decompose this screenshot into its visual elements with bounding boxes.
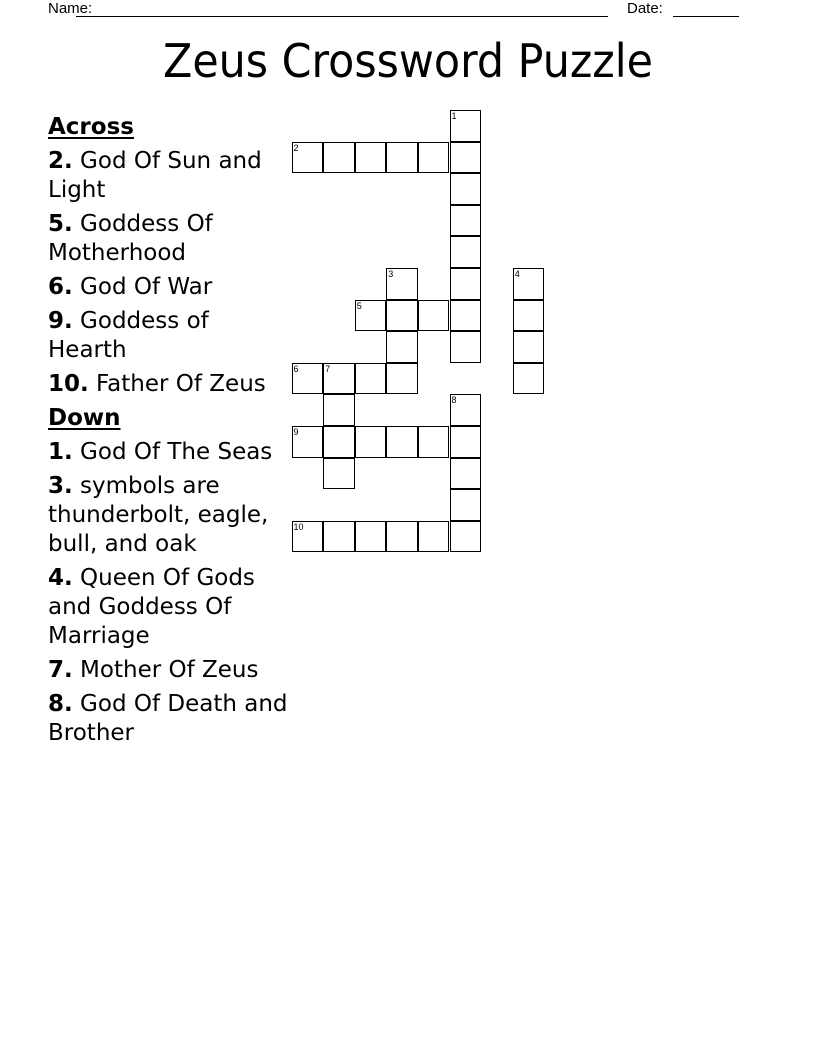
grid-cell[interactable] bbox=[386, 300, 418, 332]
cell-number: 2 bbox=[293, 142, 299, 153]
header-line bbox=[0, 0, 816, 20]
clue-text: Goddess Of Motherhood bbox=[48, 211, 213, 266]
grid-cell[interactable] bbox=[418, 300, 450, 332]
grid-cell[interactable] bbox=[292, 363, 324, 395]
grid-cell[interactable] bbox=[323, 426, 355, 458]
cell-number: 1 bbox=[451, 111, 457, 121]
grid-cell[interactable] bbox=[355, 521, 387, 553]
grid-cell[interactable] bbox=[418, 426, 450, 458]
clue-number: 5. bbox=[48, 211, 73, 237]
cell-number: 4 bbox=[514, 269, 520, 279]
name-field[interactable] bbox=[76, 0, 608, 17]
clues-panel bbox=[48, 113, 288, 753]
page-title: Zeus Crossword Puzzle bbox=[163, 34, 653, 88]
grid-cell[interactable] bbox=[450, 268, 482, 300]
grid-cell[interactable] bbox=[355, 300, 387, 332]
clue-text: Queen Of Gods and Goddess Of Marriage bbox=[48, 565, 255, 649]
grid-cell[interactable] bbox=[386, 331, 418, 363]
grid-cell[interactable] bbox=[386, 268, 418, 300]
clue-item bbox=[48, 690, 288, 748]
grid-cell[interactable] bbox=[386, 142, 418, 174]
grid-cell[interactable] bbox=[450, 458, 482, 490]
down-clues bbox=[48, 438, 288, 748]
grid-cell[interactable] bbox=[450, 300, 482, 332]
clue-number: 2. bbox=[48, 148, 73, 174]
grid-cell[interactable] bbox=[418, 142, 450, 174]
clue-text: God Of Sun and Light bbox=[48, 148, 262, 203]
across-heading: Across bbox=[48, 114, 134, 140]
date-label: Date: bbox=[627, 0, 663, 17]
clue-item bbox=[48, 147, 288, 205]
grid-cell[interactable] bbox=[450, 205, 482, 237]
clue-number: 10. bbox=[48, 371, 89, 397]
grid-cell[interactable] bbox=[292, 142, 324, 174]
clue-item bbox=[48, 273, 288, 302]
down-heading: Down bbox=[48, 405, 121, 431]
clue-number: 1. bbox=[48, 439, 73, 465]
grid-cell[interactable] bbox=[513, 363, 545, 395]
grid-cell[interactable] bbox=[513, 268, 545, 300]
cell-number: 3 bbox=[388, 269, 394, 279]
clue-item bbox=[48, 370, 288, 399]
grid-cell[interactable] bbox=[323, 394, 355, 426]
clue-item bbox=[48, 307, 288, 365]
grid-cell[interactable] bbox=[386, 363, 418, 395]
grid-cell[interactable] bbox=[450, 142, 482, 174]
clue-number: 3. bbox=[48, 473, 73, 499]
grid-cell[interactable] bbox=[292, 521, 324, 553]
clue-item bbox=[48, 656, 288, 685]
clue-number: 8. bbox=[48, 691, 73, 717]
grid-cell[interactable] bbox=[323, 363, 355, 395]
cell-number: 7 bbox=[325, 363, 331, 374]
grid-cell[interactable] bbox=[386, 426, 418, 458]
grid-cell[interactable] bbox=[355, 142, 387, 174]
clue-text: God Of War bbox=[72, 274, 213, 300]
grid-cell[interactable] bbox=[323, 521, 355, 553]
clue-text: Goddess of Hearth bbox=[48, 308, 209, 363]
clue-item bbox=[48, 564, 288, 651]
grid-cell[interactable] bbox=[450, 394, 482, 426]
grid-cell[interactable] bbox=[323, 458, 355, 490]
name-label: Name: bbox=[48, 0, 93, 17]
grid-cell[interactable] bbox=[450, 489, 482, 521]
grid-cell[interactable] bbox=[323, 142, 355, 174]
grid-cell[interactable] bbox=[513, 300, 545, 332]
grid-cell[interactable] bbox=[450, 110, 482, 142]
cell-number: 10 bbox=[293, 521, 304, 532]
clue-number: 6. bbox=[48, 274, 73, 300]
cell-number: 5 bbox=[356, 300, 362, 311]
grid-cell[interactable] bbox=[450, 173, 482, 205]
cell-number: 6 bbox=[293, 363, 299, 374]
grid-cell[interactable] bbox=[450, 426, 482, 458]
clue-text: God Of Death and Brother bbox=[48, 691, 288, 746]
grid-cell[interactable] bbox=[386, 521, 418, 553]
clue-text: God Of The Seas bbox=[72, 439, 273, 465]
grid-cell[interactable] bbox=[355, 426, 387, 458]
cell-number: 8 bbox=[451, 395, 457, 406]
date-field[interactable] bbox=[673, 0, 739, 17]
clue-number: 9. bbox=[48, 308, 73, 334]
clue-item bbox=[48, 472, 288, 559]
cell-number: 9 bbox=[293, 427, 299, 437]
across-clues bbox=[48, 147, 288, 399]
grid-cell[interactable] bbox=[450, 331, 482, 363]
clue-text: Father Of Zeus bbox=[88, 371, 266, 397]
clue-text: symbols are thunderbolt, eagle, bull, and oak bbox=[48, 473, 269, 557]
clue-number: 4. bbox=[48, 565, 73, 591]
grid-cell[interactable] bbox=[418, 521, 450, 553]
clue-text: Mother Of Zeus bbox=[72, 657, 259, 683]
grid-cell[interactable] bbox=[450, 236, 482, 268]
clue-item bbox=[48, 438, 288, 467]
grid-cell[interactable] bbox=[355, 363, 387, 395]
clue-item bbox=[48, 210, 288, 268]
grid-cell[interactable] bbox=[292, 426, 324, 458]
clue-number: 7. bbox=[48, 657, 73, 683]
grid-cell[interactable] bbox=[513, 331, 545, 363]
grid-cell[interactable] bbox=[450, 521, 482, 553]
